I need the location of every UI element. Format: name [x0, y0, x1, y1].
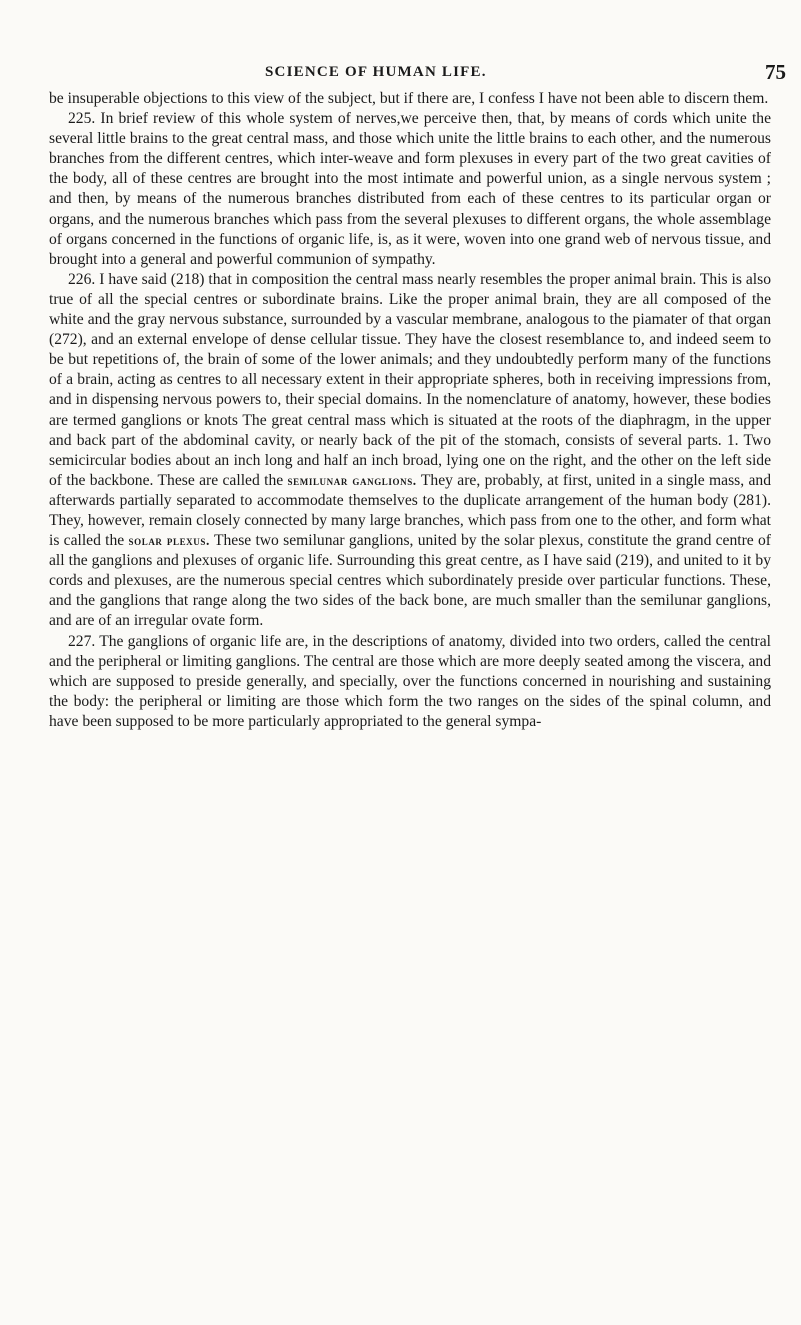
- term-semilunar-ganglions: semilunar ganglions.: [287, 472, 417, 488]
- running-title: SCIENCE OF HUMAN LIFE.: [265, 64, 487, 80]
- term-solar-plexus: solar plexus.: [128, 533, 210, 549]
- paragraph-225: 225. In brief review of this whole system of nerves,we perceive then, that, by means of cords which unite the several little brains to the great central mass, and those which unite the little brains to each other, and the numerous branches from the different centres, which inter-weave and form plexuses in every part of the two great cavities of the body, all of these centres are brought into the most intimate and powerful union, as a single nervous system ; and then, by means of the numerous branches distributed from each of these centres to its particular organ or organs, and the numerous branches which pass from the several plexuses to different organs, the whole assemblage of organs concerned in the functions of organic life, is, as it were, woven into one grand web of nervous tissue, and brought into a general and powerful communion of sympathy.: [49, 110, 771, 268]
- running-head: [30, 60, 792, 90]
- paragraph-226-part-a: 226. I have said (218) that in composition the central mass nearly resembles the proper animal brain. This is also true of all the special centres or subordinate brains. Like the proper animal brain, they are all composed of the white and the gray nervous substance, surrounded by a vascular membrane, analogous to the piamater of that organ (272), and an external envelope of dense cellular tissue. They have the closest resemblance to, and indeed seem to be but repetitions of, the brain of some of the lower animals; and they undoubtedly perform many of the functions of a brain, acting as centres to all necessary extent in their appropriate spheres, both in receiving impressions from, and in dispensing nervous powers to, their special domains. In the nomenclature of anatomy, however, these bodies are termed ganglions or knots The great central mass which is situated at the roots of the diaphragm, in the upper and back part of the abdominal cavity, or nearly back of the pit of the stomach, consists of several parts. 1. Two semicircular bodies about an inch long and half an inch broad, lying one on the right, and the other on the left side of the backbone. These are called the: [49, 270, 771, 489]
- paragraph-continuation: be insuperable objections to this view of the subject, but if there are, I confess I have not been able to discern them.: [49, 90, 769, 107]
- body-text: [49, 89, 771, 732]
- paragraph-226: [49, 270, 771, 632]
- paragraph-227: 227. The ganglions of organic life are, in the descriptions of anatomy, divided into two orders, called the central and the peripheral or limiting ganglions. The central are those which are more deeply seated among the viscera, and which are supposed to preside generally, and specially, over the functions concerned in nourishing and sustaining the body: the peripheral or limiting are those which form the two ranges on the sides of the spinal column, and have been supposed to be more particularly appropriated to the general sympa-: [49, 632, 771, 730]
- page-number: 75: [765, 60, 786, 84]
- paragraph-226-part-c: These two semilunar ganglions, united by the solar plexus, constitute the grand centre of all the ganglions and plexuses of organic life. Surrounding this great centre, as I have said (219), and united to it by cords and plexuses, are the numerous special centres which subordinately preside over particular functions. These, and the ganglions that range along the two sides of the back bone, are much smaller than the semilunar ganglions, and are of an irregular ovate form.: [49, 532, 771, 630]
- paragraph-226-part-b: They are, probably, at first, united in a single mass, and afterwards partially separated to accommodate themselves to the duplicate arrangement of the human body (281). They, however, remain closely connected by many large branches, which pass from one to the other, and form what is called the: [49, 471, 772, 550]
